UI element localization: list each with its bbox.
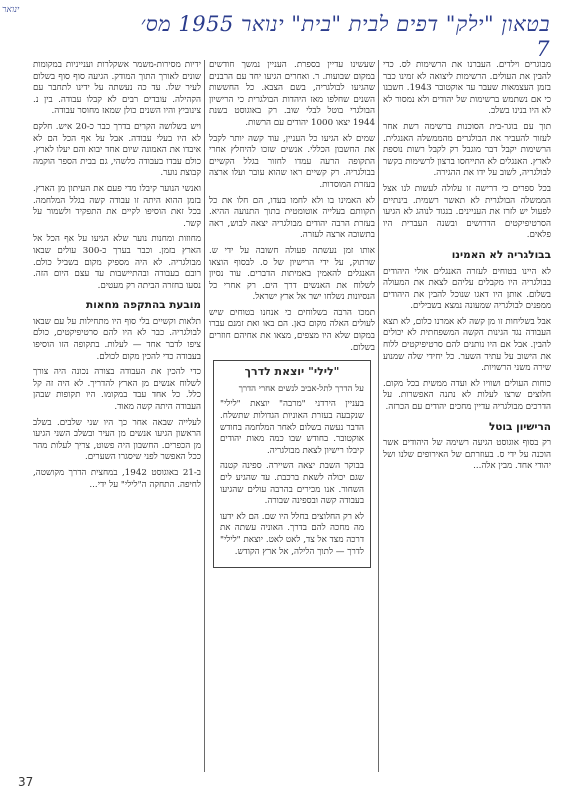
body-paragraph: לא היינו בטוחים לעזרה האנגלים אולי היהודים בבולגריה היו מקבלים עליהם לצאת את המעולה בשלום. אותן היו דאגו שנוכל להבין את היהודים ממפנים לבולגריה שמעונה נמצא בשבילים. bbox=[383, 266, 551, 312]
body-paragraph: אותו זמן נעשתה פעולה חשובה על ידי ש. שרתוק, על ידי הרישיון של ס. לבסוף הוצאו האנגלים להאמין באמיתות הדברים. עוד נסיון לשלוח את האנשים דרך הים. רק אחרי כל הנסיונות נשלחו ישר אל ארץ ישראל. bbox=[209, 245, 375, 303]
body-paragraph: שעשינו עדיין בספרת. העניין נמשך חודשים במקום שבועות. ר. ואחרים הגיעו יחד עם הרבנים שהגיעו לבולגריה, בשם הצבא. כל החששות השנים שחלפו מאז היהדות הבולגרית כי הרישיון הבולגרי בוטל לבלי שוב. רק באוגוסט בשנת 1944 יצאו 1000 יהודים עם הרשות. bbox=[209, 60, 375, 128]
column-divider bbox=[378, 60, 379, 772]
boxed-paragraph: בעניין הירדני "מרבה" יוצאת "לילי" שנקבעה בעזרת האוניות הגדולות שתשלח. הדבר נעשה בשלום לאחר המלחמה בחודש אוקטובר. בחודש שבו כמה מאות יהודים קיבלו רישיון לצאת מבולגריה. bbox=[220, 399, 364, 456]
section-subheading: מובעת בהתקפה מחאות bbox=[86, 299, 201, 312]
body-paragraph: אבל בשליחות זו מן קשה לא אמרנו כלום, לא תצא העבודה נגד הגינות הקשה המשפחתית לא יכולים להבין. אבל אם היו נותנים להם סרטיפיקטים ללוח את הישוב על עתיד השער. כל יחידי שלה שמנוע שירה משני הרשויות. bbox=[383, 316, 551, 374]
boxed-sidebar-article bbox=[213, 360, 371, 568]
body-paragraph: ויש בשלושה הקרים בדרך כבר כ-20 איש. חלקם לא היו בעלי עבודה. אבל על אף הכל הם לא איבדו את האמונה שיום אחד יבוא והם יעלו לארץ. כולם עבדו בעבודה כלשהי, גם בבית הספר הוקמה קבוצת נוער. bbox=[33, 121, 201, 179]
corner-mark: ינואר bbox=[2, 5, 20, 15]
body-paragraph: כוחות העולים ושוויו לא ועדה ממשית בכל מקום. חלוצים שרצו לעלות לא נתנה האפשרות. על הדרכים מבולגריה עדיין מחכים יהודים עם הכרזה. bbox=[383, 378, 551, 413]
body-paragraph: תלאות וקשיים בלי סוף היו מתחילות על עם שבאו לבולגריה. כבר לא היו להם סרטיפיקטים, כולם ציפו לדבר אחד — לעלות. בתקופה הזו הוסיפו בעבודה כדי להכין מקום לכולם. bbox=[33, 316, 201, 362]
section-subheading: הרישיון בוטל bbox=[488, 420, 551, 433]
column-middle bbox=[209, 60, 375, 772]
body-paragraph: ואנשי הנוער קיבלו מדי פעם את העיתון מן הארץ. בזמן ההוא היתה זו עבודה קשה בגלל המלחמה. בכל זאת הוסיפו לקיים את התפקיד ולשמור על קשר. bbox=[33, 183, 201, 229]
column-left bbox=[33, 60, 201, 772]
section-subheading: בבולגריה לא האמינו bbox=[451, 248, 551, 261]
boxed-paragraph: בבוקר השבת יצאה השיירה. ספינה קטנה שגם יכולה לשאת ברכבת. עד שהגיע לים השחור. אנו מכירים בהרבה עולים שהגיעו בעבודה קשה ובספינה שבורה. bbox=[220, 461, 364, 507]
body-paragraph: מחוזות ומחנות נוער שלא הגיעו על אף הכל אל הארץ בזמן. וכבר בערך כ-300 עולים שבאו מבולגריה. לא היה מספיק מקום בשביל כולם. רובם בעבודה ובהתיישבות עד עצם היום הזה. נסעו בחזרה הביתה רק מעטים. bbox=[33, 234, 201, 291]
column-right bbox=[383, 60, 551, 772]
column-divider bbox=[204, 60, 205, 772]
body-paragraph: תמכו הרבה בשלוחים כי אנחנו בטוחים שיש לעולים האלה מקום כאן. הם באו ואת זמנם עברו במקום שלא היו מצפים, מצאו את אחיהם חוזרים בשלום. bbox=[209, 307, 375, 353]
body-paragraph: ב-21 באוגוסט 1942, במחצית הדרך מקושטה, לחיפה. התחקה ה"לילי" על ידי... bbox=[33, 468, 201, 490]
page-number: 37 bbox=[18, 775, 34, 789]
body-paragraph: לעלייה שבאה אחר כך היו שני שלבים. בשלב הראשון הגיעו אנשים מן העיר ובשלב השני הגיעו מן הכפרים. החשבון היה פשוט, צריך לעלות מהר ככל האפשר לפני שיסגרו השערים. bbox=[33, 417, 201, 463]
boxed-article-title: "לילי" יוצאת לדרך bbox=[244, 365, 340, 379]
boxed-paragraph: לא רק החלוצים בחלל היו שם. הם לא ידעו מה מחכה להם בדרך. האוניה עשתה את דרכה מצד אל צד, לאט לאט. יוצאת "לילי" לדרך — לתוך הלילה, אל ארץ הקודש. bbox=[220, 511, 364, 557]
article-page bbox=[33, 60, 551, 772]
body-paragraph: בכל ספרים כי דרישה זו עלולה לעשות לנו אצל הממשלה הבולגרית לא תאשר רשמית. בינתיים לפעול יש לזרז את העניינים. בנגוד לנוהג לא הגיעו הסרטיפיקטים הדרושים ובשנה העברית היו פלאים. bbox=[383, 183, 551, 241]
body-paragraph: ידיות מסירות-משמר אשקלרות וענייניות במקומות שונים לאורך התוך המודק. הגיעה סוף סוף בשלום לעיר שלו. עד כה נעשתה על ידינו לתחבר עם הקהילה. עובדים רבים לא קבלו עבודה. בין נ. צינוביץ והיו השנים כולן שמאז מחוסר עבודה. bbox=[33, 60, 201, 117]
body-paragraph: לא האמינו בו ולא לחמו בעדו, הם חלו את כל תקוותם בעלייה אוטומטית בתוך התנועה ההיא. בעזרת הרבה יהודים מבולגריה יצאה לבוש, ראה בתשובה ארצה לעזרה. bbox=[209, 195, 375, 241]
body-paragraph: שמים לא הגיעו כל העניין, עוד קשה יותר לקבל את החשבון הכללי. אנשים שזכו להיחלץ אחרי התקופה הרעה עמדו לחזור בגלל הקשיים בבולגריה. רק קשיים ראו שהוא עובר ועלו ארצה בעזרת המוסדות. bbox=[209, 133, 375, 190]
body-paragraph: תוך עם בוגר-בית הסוכנות ברשימה רשת אחר לעזור להעביר את הבולגרים מהממשלה האנגלית. הרשימות יקבל דבר מוגבל רק לקבל רשות נוספת לארץ. האנגלים לא התייחסו ברצון לרשימות בקשר לבולגריה, לשוב על ידו את ההגירה. bbox=[383, 121, 551, 179]
body-paragraph: מבוגרים וילדים. העברנו את הרשימות לס. כדי להבין את העולים. הרשימות ליצואה לא זמינו כבר בזמן העצמאות שעבר עד אוקטובר 1943. חשבנו כי אם נשתמש ברשימות של יהודים ולא נמסור לא לא היו בנינו בשלב. bbox=[383, 60, 551, 117]
boxed-article-subtitle: על הדרך לתל-אביב לנשים אחרי הדרך bbox=[238, 383, 364, 394]
body-paragraph: כדי להכין את העבודה בצורה נכונה היה צורך לשלוח אנשים מן הארץ להדריך. לא היה זה קל כלל. כל אחד עבד במקומו. היו תקופות שבהן העבודה היתה קשה מאוד. bbox=[33, 367, 201, 413]
handwritten-note: בטאון "ילק" דפים לבית "בית" ינואר 1955 מס׳ 7 bbox=[140, 12, 550, 61]
body-paragraph: רק בסוף אוגוסט הגיעה רשימה של היהודים אשר הוכנה על ידי ס. בעוזרתם של האירופים שלנו ושל יהודי אחד. מבין אלה... bbox=[383, 438, 551, 472]
